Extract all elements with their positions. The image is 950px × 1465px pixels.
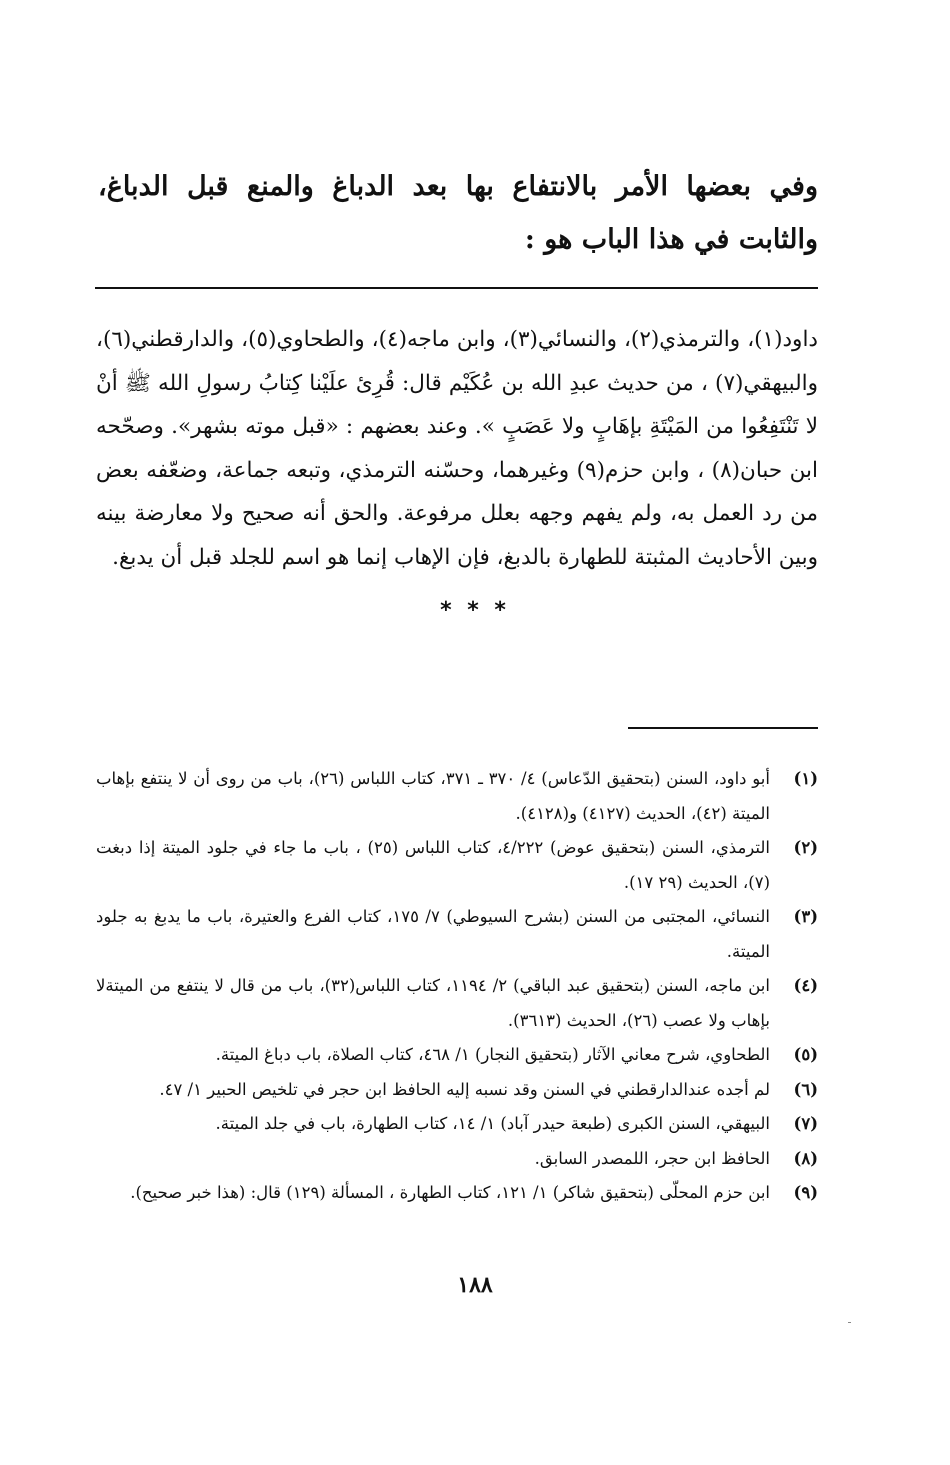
footnote-text: النسائي، المجتبى من السنن (بشرح السيوطي) ٧/ ١٧٥، كتاب الفرع والعتيرة، باب ما يدبغ به جلود الميتة.: [96, 907, 770, 961]
footnote-text: الطحاوي، شرح معاني الآثار (بتحقيق النجار) ١/ ٤٦٨، كتاب الصلاة، باب دباغ الميتة.: [215, 1045, 770, 1064]
intro-text: وفي بعضها الأمر بالانتفاع بها بعد الدباغ والمنع قبل الدباغ، والثابت في هذا الباب هو :: [98, 171, 818, 255]
footnote-number: (٦): [793, 1079, 818, 1099]
scan-speck: [848, 1322, 851, 1323]
section-separator: * * *: [440, 598, 510, 623]
footnote-item: [96, 1107, 818, 1142]
footnote-text: الحافظ ابن حجر، اللمصدر السابق.: [534, 1148, 770, 1168]
footnote-text: الترمذي، السنن (بتحقيق عوض) ٤/٢٢٢، كتاب اللباس (٢٥) ، باب ما جاء في جلود الميتة إذا دبغت (٧)، الحديث (٢٩ ١٧).: [96, 838, 770, 892]
footnotes-list: [96, 762, 818, 1211]
footnote-number: (٤): [793, 976, 818, 995]
footnote-item: [96, 762, 818, 831]
footnote-divider: [628, 727, 818, 729]
footnote-item: [96, 1038, 818, 1073]
footnote-number: (٨): [793, 1148, 818, 1168]
footnote-text: البيهقي، السنن الكبرى (طبعة حيدر آباد) ١/ ١٤، كتاب الطهارة، باب في جلد الميتة.: [215, 1114, 770, 1133]
footnote-text: أبو داود، السنن (بتحقيق الدّعاس) ٤/ ٣٧٠ ـ ٣٧١، كتاب اللباس (٢٦)، باب من روى أن لا ينتفع بإهاب الميتة (٤٢)، الحديث (٤١٢٧) و(٤١٢٨).: [96, 769, 770, 823]
footnote-number: (١): [793, 769, 818, 788]
footnote-item: [96, 1073, 818, 1108]
footnote-item: [96, 969, 818, 1038]
footnote-text: ابن حزم المحلّى (بتحقيق شاكر) ١/ ١٢١، كتاب الطهارة ، المسألة (١٢٩) قال: (هذا خبر صحيح).: [130, 1183, 770, 1202]
footnote-text: لم أجده عندالدارقطني في السنن وقد نسبه إليه الحافظ ابن حجر في تلخيص الحبير ١/ ٤٧.: [159, 1079, 770, 1099]
intro-paragraph: [98, 160, 818, 266]
footnote-number: (٥): [793, 1045, 818, 1064]
footnote-number: (٣): [793, 907, 818, 926]
footnote-number: (٢): [793, 838, 818, 857]
main-paragraph: داود(١)، والترمذي(٢)، والنسائي(٣)، وابن ماجه(٤)، والطحاوي(٥)، والدارقطني(٦)، والبيهقي(٧) ، من حديث عبدِ الله بن عُكَيْم قال: قُرِئ علَيْنا كِتابُ رسولِ الله ﷺ أنْ لا تَنْتَفِعُوا من المَيْتَةِ بإهَابٍ ولا عَصَبٍ ». وعند بعضهم : «قبل موته بشهر». وصحّحه ابن حبان(٨) ، وابن حزم(٩) وغيرهما، وحسّنه الترمذي، وتبعه جماعة، وضعّفه بعض من رد العمل به، ولم يفهم وجهه بعلل مرفوعة. والحق أنه صحيح ولا معارضة بينه وبين الأحاديث المثبتة للطهارة بالدبغ، فإن الإهاب إنما هو اسم للجلد قبل أن يدبغ.: [96, 327, 818, 570]
footnote-item: [96, 831, 818, 900]
footnote-item: [96, 1142, 818, 1177]
footnote-item: [96, 1176, 818, 1211]
top-divider: [95, 287, 818, 289]
footnote-number: (٧): [793, 1114, 818, 1133]
main-paragraph-block: [96, 318, 818, 579]
footnote-number: (٩): [793, 1183, 818, 1202]
footnote-text: ابن ماجه، السنن (بتحقيق عبد الباقي) ٢/ ١١٩٤، كتاب اللباس(٣٢)، باب من قال لا ينتفع من الميتةلا بإهاب ولا عصب (٢٦)، الحديث (٣٦١٣).: [96, 976, 770, 1030]
footnote-item: [96, 900, 818, 969]
page-number: ١٨٨: [457, 1272, 493, 1298]
